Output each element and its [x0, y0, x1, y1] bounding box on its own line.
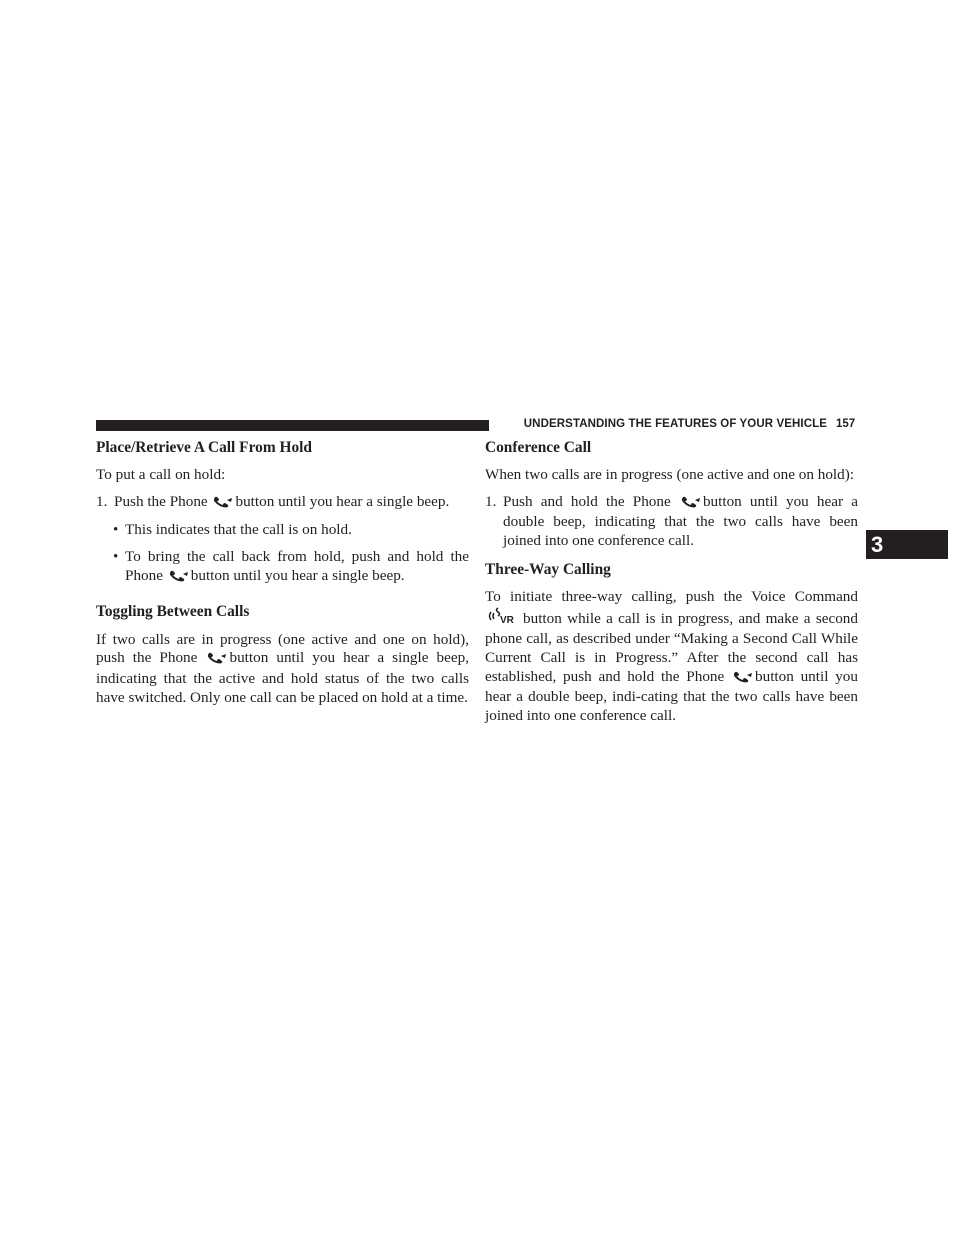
conference-step-1: 1. Push and hold the Phone button until you hear a double beep, indicating that the two calls have been joined into one conference call. — [485, 492, 858, 550]
step-number: 1. — [485, 492, 497, 510]
hold-intro: To put a call on hold: — [96, 466, 226, 483]
section-title: UNDERSTANDING THE FEATURES OF YOUR VEHICLE — [523, 418, 827, 430]
hold-heading: Place/Retrieve A Call From Hold — [96, 439, 312, 456]
phone-icon — [169, 569, 189, 588]
hold-bullet-2: • To bring the call back from hold, push and hold the Phone button until you hear a single beep. — [96, 548, 469, 587]
page-number: 157 — [836, 418, 856, 430]
right-column — [485, 438, 858, 726]
phone-icon — [733, 670, 753, 689]
step-number: 1. — [96, 492, 108, 510]
three-way-heading: Three-Way Calling — [485, 560, 611, 578]
hold-step-1: 1. Push the Phone button until you hear a single beep. — [96, 493, 469, 514]
phone-icon — [207, 651, 227, 670]
three-way-paragraph: To initiate three-way calling, push the Voice Command VR button while a call is in progress, and make a second phone call, as described under “Making a Second Call While Current Call is in Progress.” After the second call has established, push and hold the Phone button until you hear a double beep, indi-cating that the two calls have been joined into one conference call. — [485, 587, 858, 725]
phone-icon — [213, 495, 233, 514]
conference-intro: When two calls are in progress (one active and one on hold): — [485, 466, 855, 483]
voice-command-label: VR — [500, 614, 514, 625]
hold-bullet-1: • This indicates that the call is on hold. — [113, 521, 352, 539]
conference-heading: Conference Call — [485, 439, 592, 456]
chapter-tab: 3 — [866, 530, 948, 559]
toggle-paragraph: If two calls are in progress (one active and one on hold), push the Phone button until you hear a single beep, indicating that the active and hold status of the two calls have switched. Only one call can be placed on hold at a time. — [96, 630, 470, 706]
toggle-heading: Toggling Between Calls — [96, 602, 250, 620]
phone-icon — [681, 495, 701, 514]
voice-command-icon — [487, 607, 521, 631]
left-column — [96, 438, 469, 707]
header-rule — [96, 420, 489, 431]
